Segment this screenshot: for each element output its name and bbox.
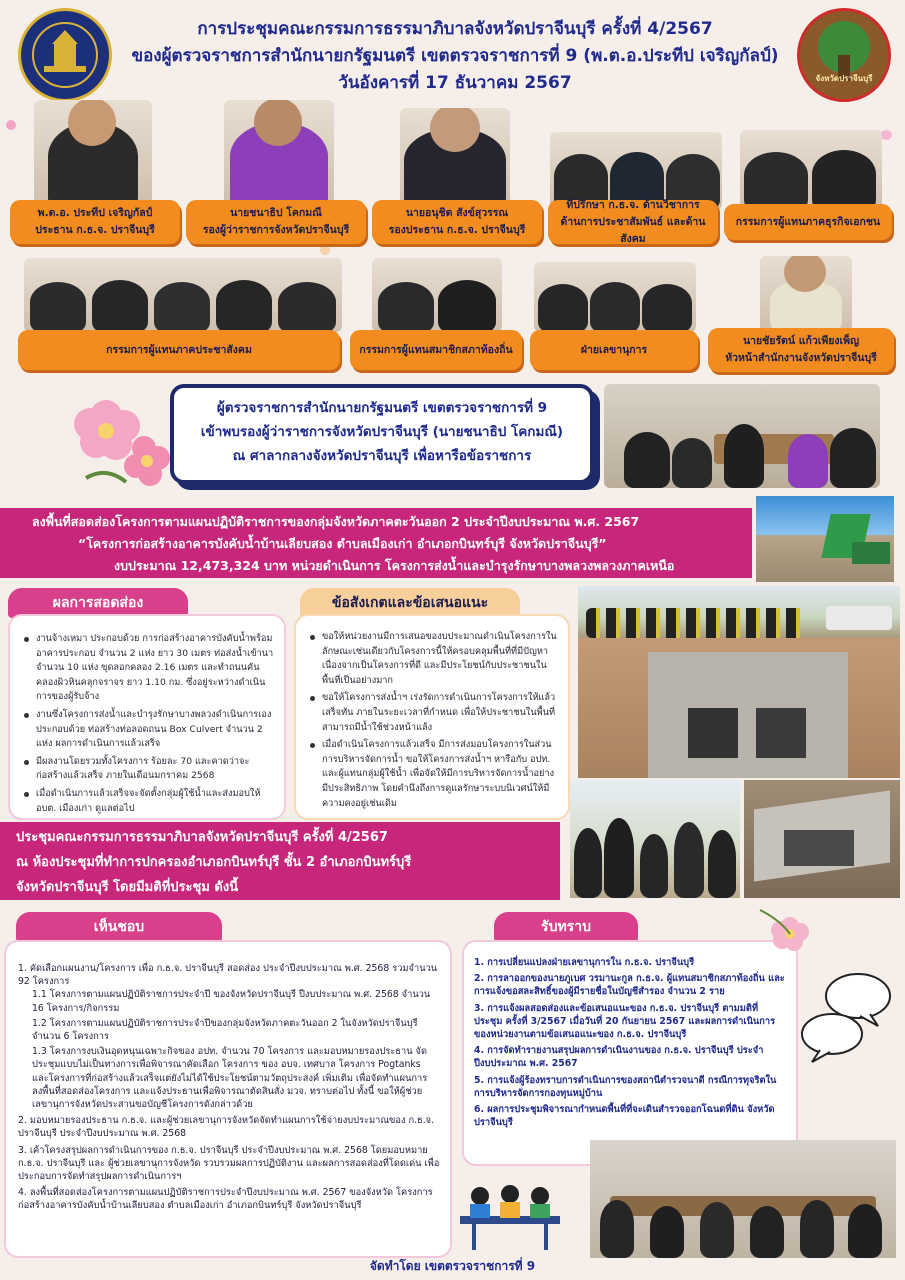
name-pill-civil-society [18,330,340,370]
meeting-line-3: จังหวัดปราจีนบุรี โดยมีมติที่ประชุม ดังนี้ [16,880,239,895]
courtesy-line-1: ผู้ตรวจราชการสำนักนายกรัฐมนตรี เขตตรวจราชการที่ 9 [216,400,548,416]
approved-card [4,940,452,1258]
name-pill-chairman [10,200,180,244]
meeting-line-1: ประชุมคณะกรรมการธรรมาภิบาลจังหวัดปราจีนบุรี ครั้งที่ 4/2567 [16,830,388,845]
results-item: มีผลงานโดยรวมทั้งโครงการ ร้อยละ 70 และคาดว่าจะก่อสร้างแล้วเสร็จ ภายในเดือนมกราคม 2568 [24,755,276,784]
approved-item-4: 4. ลงพื้นที่สอดส่องโครงการตามแผนปฏิบัติราชการประจำปีงบประมาณ พ.ศ. 2567 ของจังหวัด โครงการก่อสร้างอาคารบังคับน้ำบ้านเลียบสอง ตำบลเมืองเก่า อำเภอกบินทร์บุรี จังหวัดปราจีนบุรี [18,1187,433,1212]
observations-card [294,614,570,820]
pill-line: นายอนุชิต สังข์สุวรรณ [405,207,509,219]
name-pill-head-of-office [708,328,894,372]
flower-decoration-icon [66,386,176,496]
footer-credit: จัดทำโดย เขตตรวจราชการที่ 9 [369,1259,536,1273]
province-seal-text: จังหวัดปราจีนบุรี [815,74,873,83]
photo-site-group [578,586,900,638]
decor-dot [6,120,16,130]
ack-item: 1. การเปลี่ยนแปลงฝ่ายเลขานุการใน ก.ธ.จ. ปราจีนบุรี [474,957,695,968]
approved-item-2: 2. มอบหมายรองประธาน ก.ธ.จ. และผู้ช่วยเลขานุการจังหวัดจัดทำแผนการใช้จ่ายงบประมาณของ ก.ธ.จ. ปราจีนบุรี ประจำปีงบประมาณ พ.ศ. 2568 [18,1115,435,1140]
pill-line: กรรมการผู้แทนสมาชิกสภาท้องถิ่น [359,343,513,356]
pill-line: กรรมการผู้แทนภาคประชาสังคม [106,343,252,356]
project-line-1: ลงพื้นที่สอดส่องโครงการตามแผนปฏิบัติราชการของกลุ่มจังหวัดภาคตะวันออก 2 ประจำปีงบประมาณ พ.ศ. 2567 [32,514,640,529]
courtesy-visit-box [170,384,594,484]
meeting-banner [0,822,560,900]
approved-item-3: 3. เค้าโครงสรุปผลการดำเนินการของ ก.ธ.จ. ปราจีนบุรี ประจำปีงบประมาณ พ.ศ. 2568 โดยมอบหมาย ก.ธ.จ. ปราจีนบุรี และ ผู้ช่วยเลขานุการจังหวัด รวบรวมผลการปฏิบัติงาน และผลการสอดส่องที่โดดเด่น เพื่อประกอบการจัดทำสรุปผลการดำเนินการฯ [18,1144,440,1183]
results-item: งานจ้างเหมา ประกอบด้วย การก่อสร้างอาคารบังคับน้ำพร้อมอาคารประกอบ จำนวน 2 แห่ง ยาว 30 เมตร ท่อส่งน้ำเข้านา จำนวน 10 แห่ง ขุดลอกคลอง 2.16 เมตร และทำถนนคันคลองผิวหินคลุกจราจร ยาว 1.10 กม. ซึ่งอยู่ระหว่างดำเนินการของผู้รับจ้าง [24,632,276,705]
pill-line: ที่ปรึกษา ก.ธ.จ. ด้านวิชาการ [566,198,700,211]
results-card [8,614,286,820]
photo-chairman [34,100,152,208]
name-pill-private-sector [724,204,892,240]
photo-culvert [578,638,900,778]
ack-item: 4. การจัดทำรายงานสรุปผลการดำเนินงานของ ก.ธ.จ. ปราจีนบุรี ประจำปีงบประมาณ พ.ศ. 2567 [474,1045,764,1070]
photo-canal-construction [744,780,900,898]
approved-sub-item: 1.3 โครงการงบเงินอุดหนุนเฉพาะกิจของ อปท. จำนวน 70 โครงการ และมอบหมายรองประธาน จัดประชุมแบบไม่เป็นทางการเพื่อพิจารณาคัดเลือก โครงการ ของ อบจ. เทศบาล โครงการ Pogtanks และโครงการที่ก่อสร้างแล้วเสร็จแต่ยังไม่ได้ใช้ประโยชน์ตามวัตถุประสงค์ เพิ่มเติม เพื่อจัดทำแผนการลงพื้นที่สอดส่องโครงการ และแจ้งประธานเพื่อพิจารณาตัดสินสั่ง มวจ. ทราบต่อไป ทั้งนี้ ขอให้ผู้ช่วยเลขานุการจังหวัดประสานขอบัญชีโครงการดังกล่าวด้วย [32,1046,428,1111]
project-line-2: “โครงการก่อสร้างอาคารบังคับน้ำบ้านเลียบสอง ตำบลเมืองเก่า อำเภอกบินทร์บุรี จังหวัดปราจีนบุรี” [78,536,607,551]
pill-line: กรรมการผู้แทนภาคธุรกิจเอกชน [735,215,881,228]
ack-item: 2. การลาออกของนายภูเบศ วรมานะกูล ก.ธ.จ. ผู้แทนสมาชิกสภาท้องถิ่น และการแจ้งขอสละสิทธิ์ของผู้มีรายชื่อในบัญชีสำรอง จำนวน 2 ราย [474,973,785,998]
pill-line: พ.ต.อ. ประทีป เจริญกัลป์ [37,207,153,219]
photo-private-sector [740,130,882,210]
photo-vice-governor [224,100,334,208]
photo-officials-onsite [570,780,740,898]
meeting-line-2: ณ ห้องประชุมที่ทำการปกครองอำเภอกบินทร์บุรี ชั้น 2 อำเภอกบินทร์บุรี [16,855,412,870]
observation-item: ขอให้หน่วยงานมีการเสนอของบประมาณดำเนินโครงการในลักษณะเช่นเดียวกับโครงการนี้ให้ครอบคลุมพื้นที่ที่มีปัญหา เนื่องจากเป็นโครงการที่ดี และมีประโยชน์กับประชาชนในพื้นที่เป็นอย่างมาก [310,630,558,688]
pill-line: นายชัยรัตน์ แก้วเพียงเพ็ญ [742,335,860,347]
pill-line: ด้านการประชาสัมพันธ์ และด้านสังคม [560,215,706,245]
flower-decoration-icon [750,900,830,960]
photo-excavator-site [756,496,894,582]
title-line-1: การประชุมคณะกรรมการธรรมาภิบาลจังหวัดปราจีนบุรี ครั้งที่ 4/2567 [197,19,713,39]
approved-heading: เห็นชอบ [16,912,222,942]
page-title [120,16,790,97]
approved-sub-item: 1.2 โครงการตามแผนปฏิบัติราชการประจำปีของกลุ่มจังหวัดภาคตะวันออก 2 ในจังหวัดปราจีนบุรี จำนวน 6 โครงการ [32,1017,418,1043]
photo-local-council [372,258,502,332]
decor-dot [320,245,330,255]
observation-item: ขอให้โครงการส่งน้ำฯ เร่งรัดการดำเนินการโครงการให้แล้วเสร็จทัน ภายในระยะเวลาที่กำหนด เพื่อให้ประชาชนในพื้นที่สามารถมีน้ำใช้ช่วงหน้าแล้ง [310,691,558,735]
results-heading: ผลการสอดส่อง [8,588,188,618]
ack-item: 6. ผลการประชุมพิจารณากำหนดพื้นที่ที่จะเดินสำรวจออกโฉนดที่ดิน จังหวัดปราจีนบุรี [474,1104,775,1129]
observations-heading: ข้อสังเกตและข้อเสนอแนะ [300,588,520,618]
courtesy-line-3: ณ ศาลากลางจังหวัดปราจีนบุรี เพื่อหารือข้อราชการ [232,448,532,464]
ack-item: 3. การแจ้งผลสอดส่องและข้อเสนอแนะของ ก.ธ.จ. ปราจีนบุรี ตามมติที่ประชุม ครั้งที่ 3/2567 เมื่อวันที่ 20 กันยายน 2567 และผลการดำเนินการของหน่วยงานตามข้อเสนอแนะของ ก.ธ.จ. ปราจีนบุรี [474,1002,776,1041]
observation-item: เมื่อดำเนินโครงการแล้วเสร็จ มีการส่งมอบโครงการในส่วนการบริหารจัดการน้ำ ขอให้โครงการส่งน้ำฯ หารือกับ อปท. และผู้แทนกลุ่มผู้ใช้น้ำ เพื่อจัดให้มีการบริหารจัดการน้ำอย่างมีประสิทธิภาพ โดยคำนึงถึงการดูแลรักษาระบบนิเวศน์ให้มีความคงอยู่เช่นเดิม [310,738,558,811]
pill-line: นายชนาธิป โคกมณี [230,207,322,219]
photo-courtesy-visit [604,384,880,488]
pill-line: ประธาน ก.ธ.จ. ปราจีนบุรี [35,224,155,236]
title-line-3: วันอังคารที่ 17 ธันวาคม 2567 [338,73,572,93]
meeting-table-illustration [450,1176,570,1256]
ack-item: 5. การแจ้งผู้ร้องทราบการดำเนินการของสถานีตำรวจนาดี กรณีการทุจริตในการบริหารจัดการกองทุนหมู่บ้าน [474,1074,777,1099]
photo-vice-chairman [400,108,510,208]
results-item: งานซึ่งโครงการส่งน้ำและบำรุงรักษาบางพลวงดำเนินการเอง ประกอบด้วย ท่อสร้างท่อลอดถนน Box Culvert จำนวน 2 แห่ง ผลการดำเนินการแล้วเสร็จ [24,708,276,752]
pill-line: รองผู้ว่าราชการจังหวัดปราจีนบุรี [202,224,350,236]
acknowledged-card [462,940,798,1166]
name-pill-secretariat [530,330,698,370]
results-item: เมื่อดำเนินการแล้วเสร็จจะจัดตั้งกลุ่มผู้ใช้น้ำและส่งมอบให้ อบต. เมืองเก่า ดูแลต่อไป [24,787,276,816]
speech-bubble-icon [798,966,898,1066]
pill-line: หัวหน้าสำนักงานจังหวัดปราจีนบุรี [725,352,877,364]
photo-meeting-room [590,1140,896,1258]
acknowledged-heading: รับทราบ [494,912,638,942]
government-seal-logo [18,8,112,102]
approved-item-1 [18,962,440,1111]
approved-item-text: 1. คัดเลือกแผนงาน/โครงการ เพื่อ ก.ธ.จ. ปราจีนบุรี สอดส่อง ประจำปีงบประมาณ พ.ศ. 2568 รวมจำนวน 92 โครงการ [18,963,438,988]
name-pill-vice-chairman [372,200,542,244]
name-pill-advisors [548,200,718,244]
name-pill-vice-governor [186,200,366,244]
approved-sub-item: 1.1 โครงการตามแผนปฏิบัติราชการประจำปี ของจังหวัดปราจีนบุรี ปีงบประมาณ พ.ศ. 2568 จำนวน 16 โครงการ/กิจกรรม [32,989,431,1014]
photo-head-of-office [760,256,852,332]
project-inspection-banner [0,508,752,578]
title-line-2: ของผู้ตรวจราชการสำนักนายกรัฐมนตรี เขตตรวจราชการที่ 9 (พ.ต.อ.ประทีป เจริญกัลป์) [131,46,779,66]
photo-secretariat [534,262,696,332]
pill-line: รองประธาน ก.ธ.จ. ปราจีนบุรี [388,224,526,236]
project-line-3: งบประมาณ 12,473,324 บาท หน่วยดำเนินการ โครงการส่งน้ำและบำรุงรักษาบางพลวงพลวงภาคเหนือ [114,558,675,573]
name-pill-local-council [350,330,522,370]
pill-line: ฝ่ายเลขานุการ [580,343,648,356]
courtesy-line-2: เข้าพบรองผู้ว่าราชการจังหวัดปราจีนบุรี (นายชนาธิป โคกมณี) [200,424,564,440]
photo-civil-society [24,258,342,332]
province-seal-logo [797,8,891,102]
